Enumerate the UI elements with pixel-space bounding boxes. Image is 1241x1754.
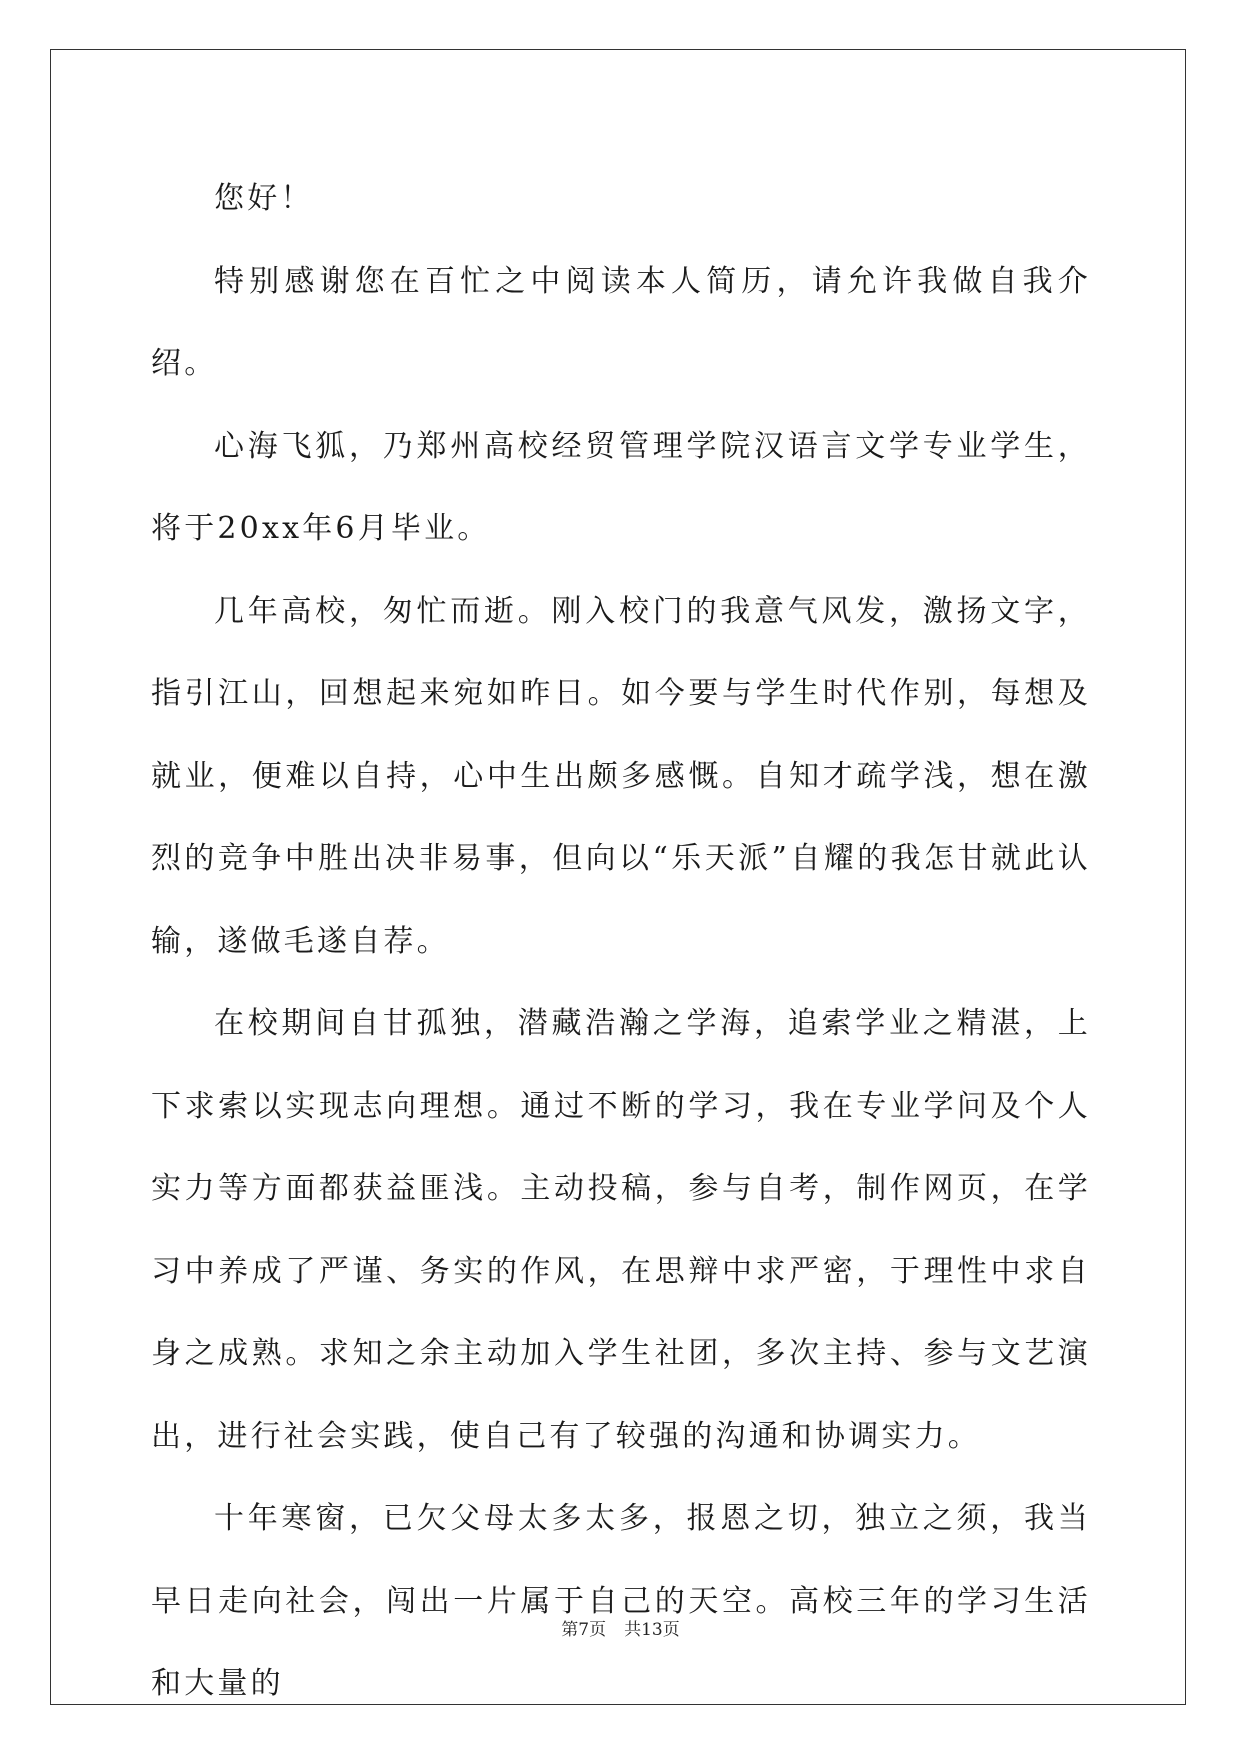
study-paragraph: 在校期间自甘孤独，潜藏浩瀚之学海，追索学业之精湛，上下求索以实现志向理想。通过不断的学习，我在专业学问及个人实力等方面都获益匪浅。主动投稿，参与自考，制作网页，在学习中养成了严谨、务实的作风，在思辩中求严密，于理性中求自身之成熟。求知之余主动加入学生社团，多次主持、参与文艺演出，进行社会实践，使自己有了较强的沟通和协调实力。 xyxy=(151,1006,1091,1454)
greeting-paragraph: 您好！ xyxy=(214,181,314,216)
page-number: 第7页 xyxy=(561,1620,607,1640)
intro-paragraph: 心海飞狐，乃郑州高校经贸管理学院汉语言文学专业学生，将于20xx年6月毕业。 xyxy=(151,428,1091,546)
page-footer xyxy=(0,1618,1241,1642)
thanks-paragraph: 特别感谢您在百忙之中阅读本人简历，请允许我做自我介绍。 xyxy=(151,263,1091,381)
reflection-paragraph: 几年高校，匆忙而逝。刚入校门的我意气风发，激扬文字，指引江山，回想起来宛如昨日。如今要与学生时代作别，每想及就业，便难以自持，心中生出颇多感慨。自知才疏学浅，想在激烈的竞争中胜出决非易事，但向以“乐天派”自耀的我怎甘就此认输，遂做毛遂自荐。 xyxy=(151,593,1091,959)
page-total: 共13页 xyxy=(624,1620,680,1640)
closing-paragraph: 十年寒窗，已欠父母太多太多，报恩之切，独立之须，我当早日走向社会，闯出一片属于自己的天空。高校三年的学习生活和大量的 xyxy=(151,1501,1091,1701)
letter-body xyxy=(151,158,1091,1726)
